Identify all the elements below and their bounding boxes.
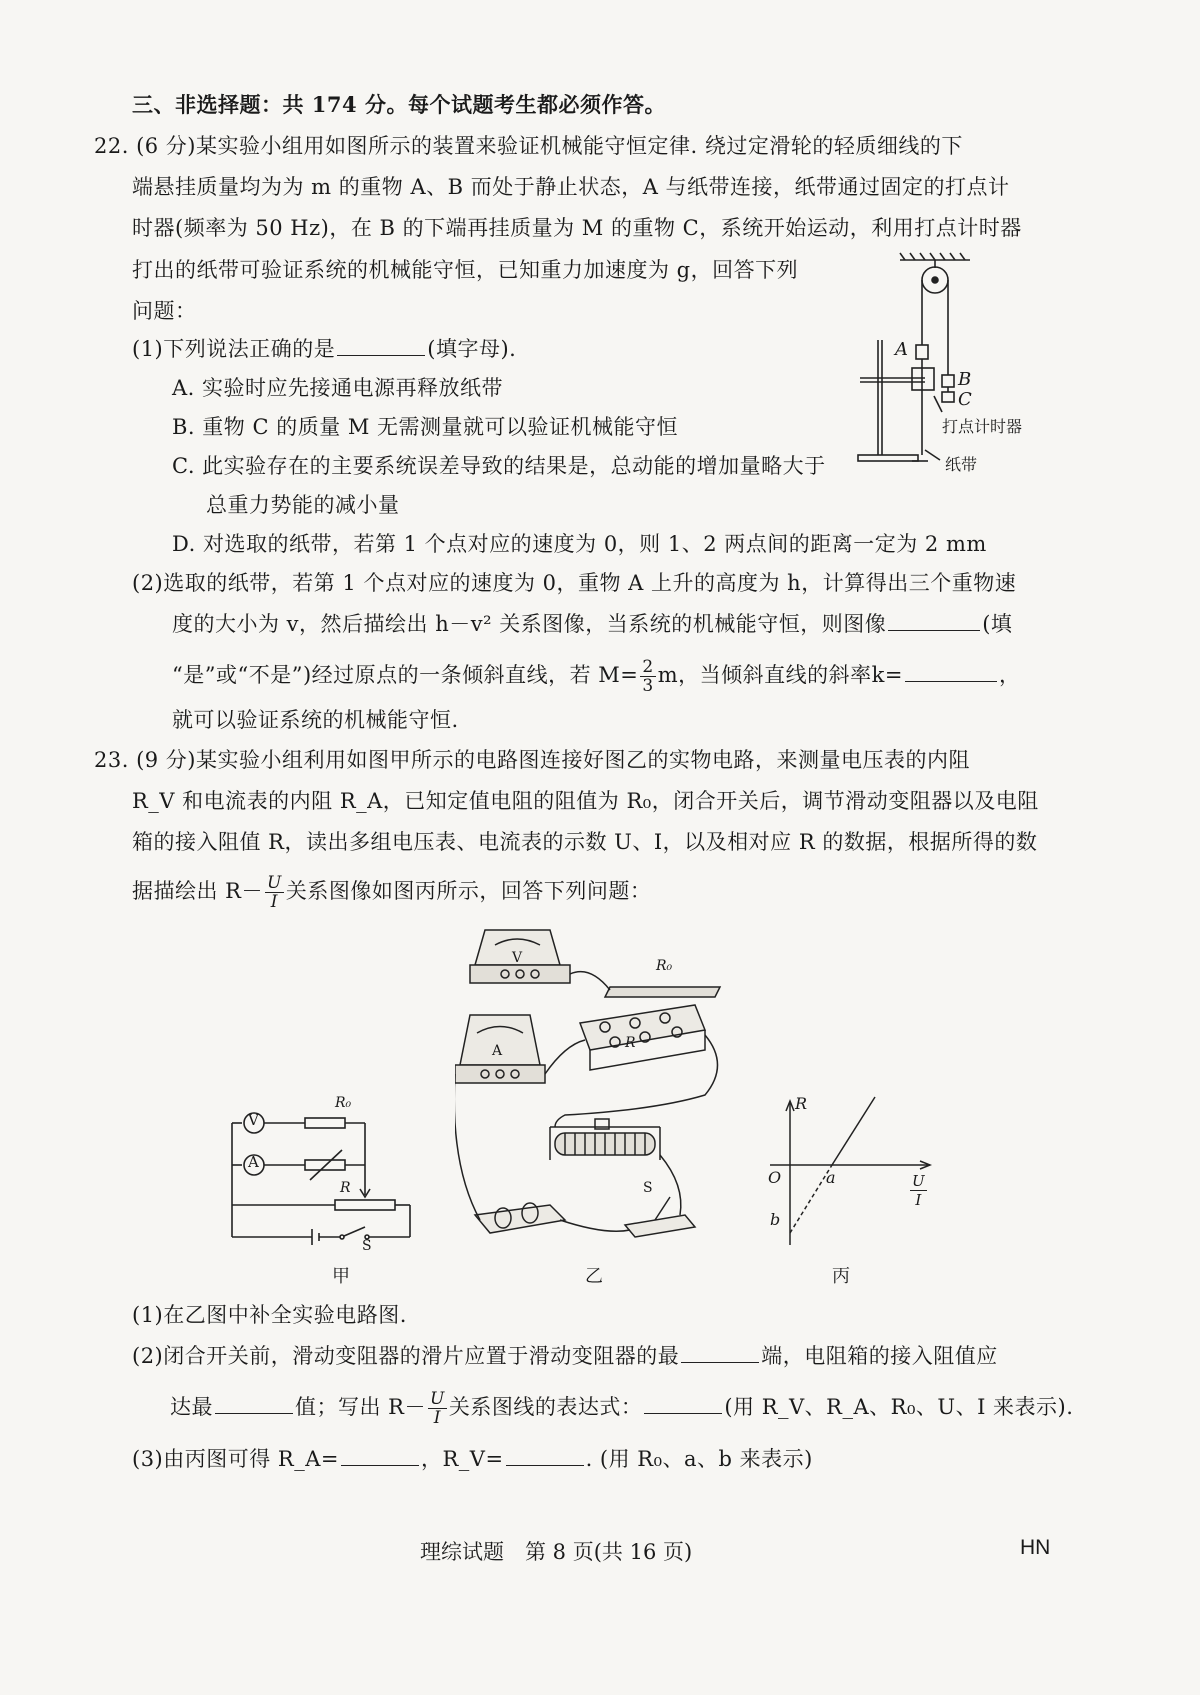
q22-sub1-blank[interactable] (337, 335, 425, 356)
graph-axis-u-over-i (910, 1172, 927, 1209)
q23-sub2-line-1-text: (2)闭合开关前，滑动变阻器的滑片应置于滑动变阻器的最 (132, 1344, 680, 1368)
q23-sub1: (1)在乙图中补全实验电路图. (132, 1303, 407, 1327)
q22-line-5: 问题： (132, 299, 197, 323)
q22-sub2-line-2-end: (填 (982, 612, 1013, 636)
q23-sub3 (132, 1444, 813, 1474)
q23-line-4 (132, 874, 651, 911)
q23-sub2-line-2 (170, 1390, 1073, 1427)
q23-sub2-line-1 (132, 1341, 998, 1371)
q22-sub2-line-3-mid: m，当倾斜直线的斜率k= (657, 663, 903, 687)
caption-yi: 乙 (585, 1266, 603, 1287)
setup-ammeter-label: A (492, 1043, 503, 1059)
q22-option-d: D. 对选取的纸带，若第 1 个点对应的速度为 0，则 1、2 两点间的距离一定为 2 mm (172, 532, 987, 556)
graph-intercept-a: a (826, 1168, 836, 1187)
q23-sub3-text: (3)由丙图可得 R_A= (132, 1447, 339, 1471)
circuit-ammeter-symbol: A (248, 1153, 259, 1171)
q23-sub2-blank-expression[interactable] (644, 1393, 722, 1414)
section-heading: 三、非选择题：共 174 分。每个试题考生都必须作答。 (132, 92, 666, 117)
setup-r0-label: R₀ (656, 958, 673, 974)
q23-sub2-line-2-end: (用 R_V、R_A、R₀、U、I 来表示). (724, 1395, 1074, 1419)
q22-sub2-line-3-end: ， (998, 663, 1021, 687)
setup-r-label: R (625, 1035, 636, 1051)
q23-sub2-blank-end[interactable] (681, 1342, 759, 1363)
circuit-voltmeter-symbol: V (248, 1111, 259, 1129)
q23-sub2-line-2-mid2: 关系图线的表达式： (448, 1395, 643, 1419)
q22-option-a: A. 实验时应先接通电源再释放纸带 (172, 376, 504, 400)
q23-sub3-blank-rv[interactable] (506, 1445, 584, 1466)
graph-axis-i: I (915, 1191, 922, 1209)
q23-line-3: 箱的接入阻值 R，读出多组电压表、电流表的示数 U、I，以及相对应 R 的数据，根据所得的数 (132, 830, 1038, 854)
graph-intercept-b: b (770, 1210, 781, 1229)
q23-sub3-mid: ，R_V= (421, 1447, 504, 1471)
graph-axis-u: U (912, 1172, 925, 1190)
circuit-r-label: R (340, 1180, 351, 1196)
q22-sub2-line-2 (172, 609, 1012, 639)
fraction-u-over-i-2 (428, 1390, 447, 1427)
q23-sub2-line-2-mid: 值；写出 R－ (295, 1395, 426, 1419)
q22-sub1 (132, 334, 516, 364)
q22-label-c: C (958, 389, 972, 410)
fraction-two-thirds (640, 658, 655, 695)
fraction-denominator: I (270, 892, 279, 912)
q22-sub2-line-1: (2)选取的纸带，若第 1 个点对应的速度为 0，重物 A 上升的高度为 h，计算得出三个重物速 (132, 571, 1017, 595)
caption-bing: 丙 (832, 1266, 850, 1287)
q23-sub2-line-2-text: 达最 (170, 1395, 213, 1419)
setup-switch-label: S (643, 1180, 653, 1196)
q22-option-b: B. 重物 C 的质量 M 无需测量就可以验证机械能守恒 (172, 415, 679, 439)
graph-axis-r: R (795, 1094, 808, 1113)
q22-label-timer: 打点计时器 (942, 417, 1023, 436)
q23-sub2-blank-max[interactable] (215, 1393, 293, 1414)
fraction-numerator: 2 (642, 657, 654, 677)
q22-line-4: 打出的纸带可验证系统的机械能守恒，已知重力加速度为 g，回答下列 (132, 258, 799, 282)
physical-setup-yi (455, 915, 745, 1265)
q23-sub2-line-1-end: 端，电阻箱的接入阻值应 (761, 1344, 998, 1368)
q23-line-1: 23. (9 分)某实验小组利用如图甲所示的电路图连接好图乙的实物电路，来测量电压表的内阻 (94, 748, 970, 772)
q23-sub3-blank-ra[interactable] (341, 1445, 419, 1466)
circuit-r0-label: R₀ (335, 1095, 352, 1111)
fraction-numerator: U (267, 873, 282, 893)
q22-option-c-2: 总重力势能的减小量 (206, 493, 400, 517)
q22-sub2-blank-1[interactable] (888, 610, 980, 631)
q23-line-2: R_V 和电流表的内阻 R_A，已知定值电阻的阻值为 R₀，闭合开关后，调节滑动变阻器以及电阻 (132, 789, 1039, 813)
q22-label-a: A (895, 339, 908, 360)
q22-line-1: 22. (6 分)某实验小组用如图所示的装置来验证机械能守恒定律. 绕过定滑轮的轻质细线的下 (94, 134, 963, 158)
q22-sub2-line-3 (172, 658, 1020, 695)
q22-apparatus-figure (850, 250, 1050, 480)
setup-voltmeter-label: V (512, 950, 523, 966)
q22-sub1-end: (填字母). (427, 337, 517, 361)
q22-label-tape: 纸带 (945, 455, 978, 474)
q22-label-b: B (958, 369, 972, 390)
q22-line-3: 时器(频率为 50 Hz)，在 B 的下端再挂质量为 M 的重物 C，系统开始运动，利用打点计时器 (132, 216, 1022, 240)
fraction-denominator: 3 (642, 676, 654, 696)
graph-origin-o: O (768, 1168, 782, 1187)
footer-page-info: 理综试题 第 8 页(共 16 页) (420, 1540, 693, 1564)
q22-sub2-line-2-text: 度的大小为 v，然后描绘出 h－v² 关系图像，当系统的机械能守恒，则图像 (172, 612, 887, 636)
fraction-numerator: U (430, 1389, 445, 1409)
q22-sub2-line-4: 就可以验证系统的机械能守恒. (172, 708, 459, 732)
q23-line-4-end: 关系图像如图丙所示，回答下列问题： (285, 879, 652, 903)
q22-sub1-text: (1)下列说法正确的是 (132, 337, 336, 361)
caption-jia: 甲 (332, 1266, 350, 1287)
q23-sub3-end: . (用 R₀、a、b 来表示) (585, 1447, 813, 1471)
fraction-denominator: I (433, 1408, 442, 1428)
fraction-u-over-i (265, 874, 284, 911)
q22-sub2-blank-2[interactable] (905, 661, 997, 682)
q22-sub2-line-3-text: “是”或“不是”)经过原点的一条倾斜直线，若 M= (172, 663, 639, 687)
graph-bing (770, 1095, 940, 1245)
footer-region-code: HN (1020, 1536, 1051, 1559)
q22-line-2: 端悬挂质量均为为 m 的重物 A、B 而处于静止状态，A 与纸带连接，纸带通过固定的打点计 (132, 175, 1010, 199)
q23-line-4-text: 据描绘出 R－ (132, 879, 263, 903)
q22-option-c-1: C. 此实验存在的主要系统误差导致的结果是，总动能的增加量略大于 (172, 454, 826, 478)
circuit-switch-label: S (362, 1238, 372, 1254)
